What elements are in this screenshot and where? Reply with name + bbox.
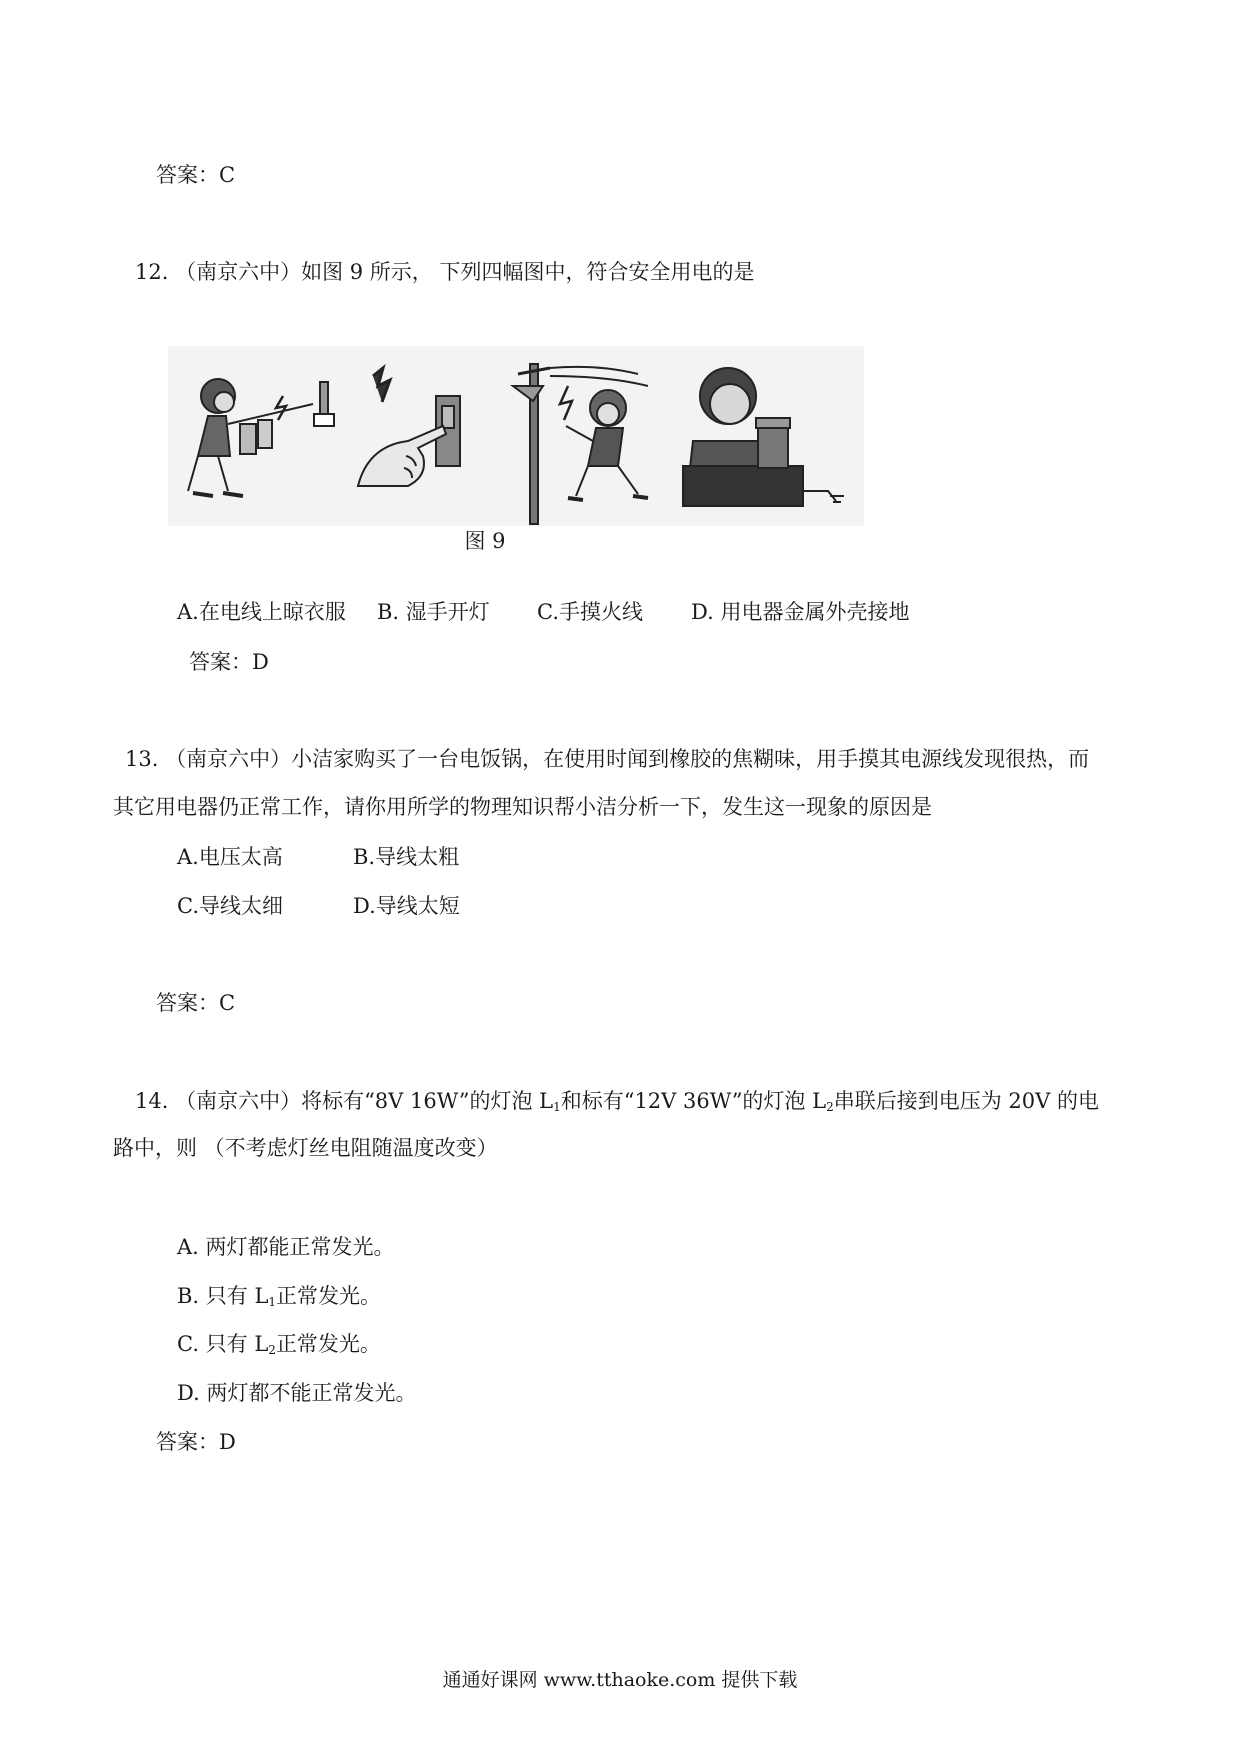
answer-q11: 答案：C <box>156 163 236 187</box>
q12-option-c: C.手摸火线 <box>537 600 643 624</box>
panel-touching-wire-illustration <box>513 364 648 524</box>
q14-option-a: A. 两灯都能正常发光。 <box>177 1235 395 1259</box>
figure-caption: 图 9 <box>440 526 530 556</box>
q14-option-b-prefix: B. 只有 L <box>177 1284 269 1308</box>
answer-q14: 答案：D <box>156 1430 236 1454</box>
q12-option-d: D. 用电器金属外壳接地 <box>691 600 910 624</box>
q13-option-d: D.导线太短 <box>353 894 460 918</box>
q14-option-b <box>177 1281 381 1317</box>
q13-option-c: C.导线太细 <box>177 894 283 918</box>
question-12-stem: 12. （南京六中）如图 9 所示， 下列四幅图中，符合安全用电的是 <box>135 260 755 284</box>
q14-option-c <box>177 1329 381 1365</box>
q14-stem-subscript-2: 2 <box>826 1100 834 1114</box>
q14-option-b-suffix: 正常发光。 <box>276 1284 382 1308</box>
q14-option-b-subscript: 1 <box>268 1295 277 1309</box>
safety-illustrations <box>168 346 864 526</box>
q14-option-c-subscript: 2 <box>268 1343 276 1357</box>
question-14-stem-line2: 路中，则 （不考虑灯丝电阻随温度改变） <box>113 1136 498 1160</box>
question-13-stem-line1: 13. （南京六中）小洁家购买了一台电饭锅，在使用时闻到橡胶的焦糊味，用手摸其电源线发现很热，而 <box>125 747 1090 771</box>
q14-option-d: D. 两灯都不能正常发光。 <box>177 1381 417 1405</box>
q14-option-c-suffix: 正常发光。 <box>275 1332 381 1356</box>
panel-wet-hand-switch-illustration <box>358 368 460 486</box>
q14-stem-part-b: 和标有“12V 36W”的灯泡 L <box>560 1089 827 1113</box>
q14-stem-part-c: 串联后接到电压为 20V 的电 <box>833 1089 1099 1113</box>
q12-option-a: A.在电线上晾衣服 <box>177 600 346 624</box>
answer-q12: 答案：D <box>189 650 269 674</box>
q13-option-b: B.导线太粗 <box>353 845 460 869</box>
question-13-stem-line2: 其它用电器仍正常工作，请你用所学的物理知识帮小洁分析一下，发生这一现象的原因是 <box>113 795 932 819</box>
figure-9 <box>168 346 864 526</box>
footer-source: 通通好课网 www.tthaoke.com 提供下载 <box>442 1669 798 1691</box>
answer-q13: 答案：C <box>156 991 236 1015</box>
q13-option-a: A.电压太高 <box>177 845 283 869</box>
q14-stem-subscript-1: 1 <box>553 1100 561 1114</box>
q12-option-b: B. 湿手开灯 <box>377 600 490 624</box>
panel-hanging-clothes-illustration <box>188 379 334 496</box>
panel-grounded-appliance-illustration <box>683 368 844 506</box>
q14-stem-part-a: 14. （南京六中）将标有“8V 16W”的灯泡 L <box>135 1089 554 1113</box>
question-14-stem-line1 <box>135 1086 1099 1122</box>
q14-option-c-prefix: C. 只有 L <box>177 1332 269 1356</box>
